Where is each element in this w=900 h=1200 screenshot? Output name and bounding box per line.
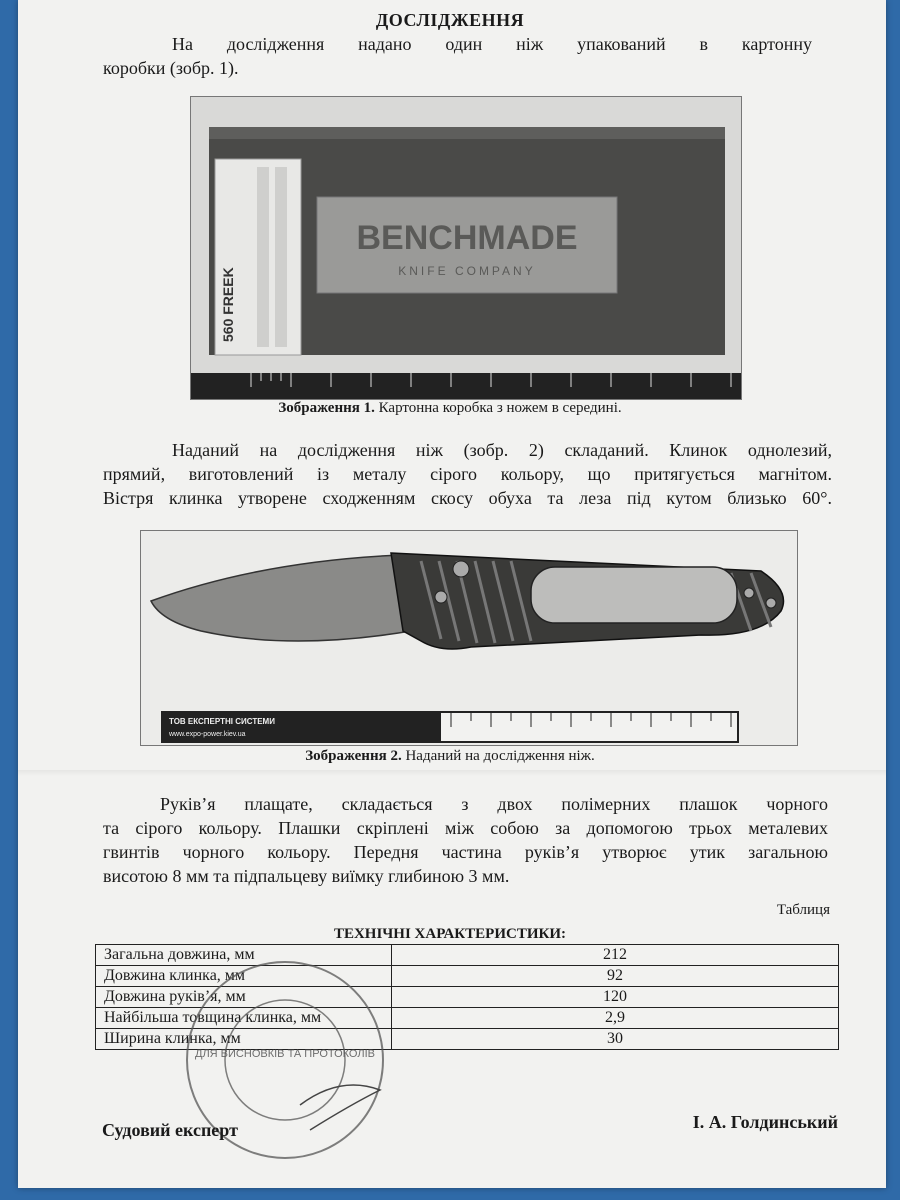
spec-value: 92	[392, 966, 839, 987]
stamp-text: ДЛЯ ВИСНОВКІВ ТА ПРОТОКОЛІВ	[195, 1048, 375, 1060]
figure-1-caption-label: Зображення 1.	[278, 400, 375, 416]
description-line-1: Наданий на дослідження ніж (зобр. 2) складаний. Клинок однолезий,	[172, 440, 832, 460]
model-text: 560 FREEK	[220, 267, 236, 342]
page-title: ДОСЛІДЖЕННЯ	[375, 10, 525, 30]
table-title: ТЕХНІЧНІ ХАРАКТЕРИСТИКИ:	[333, 926, 567, 942]
spec-value: 2,9	[392, 1008, 839, 1029]
figure-1-caption	[0, 400, 900, 417]
ruler-label: ТОВ ЕКСПЕРТНІ СИСТЕМИ	[169, 717, 275, 726]
intro-line-1: На дослідження надано один ніж упакований в картонну	[172, 34, 812, 54]
spec-value: 30	[392, 1029, 839, 1050]
box-illustration	[191, 97, 741, 399]
spec-name: Ширина клинка, мм	[96, 1029, 392, 1050]
table-label: Таблиця	[776, 902, 830, 918]
figure-2-caption-text: Наданий на дослідження ніж.	[401, 748, 595, 764]
figure-2-caption	[0, 748, 900, 765]
figure-1-caption-text: Картонна коробка з ножем в середині.	[374, 400, 622, 416]
paper-fold	[18, 770, 886, 776]
figure-1-photo	[190, 96, 742, 400]
figure-2-caption-label: Зображення 2.	[305, 748, 402, 764]
handle-line-4: висотою 8 мм та підпальцеву виїмку глибиною 3 мм.	[103, 866, 510, 886]
spec-name: Найбільша товщина клинка, мм	[96, 1008, 392, 1029]
handle-line-1: Руків’я плащате, складається з двох полімерних плашок чорного	[160, 794, 828, 814]
expert-title: Судовий експерт	[102, 1120, 238, 1140]
spec-value: 212	[392, 945, 839, 966]
intro-line-2: коробки (зобр. 1).	[103, 58, 239, 78]
brand-subtext: KNIFE COMPANY	[398, 264, 536, 278]
handle-line-2: та сірого кольору. Плашки скріплені між собою за допомогою трьох металевих	[103, 818, 828, 838]
spec-name: Довжина клинка, мм	[96, 966, 392, 987]
handle-line-3: гвинтів чорного кольору. Передня частина руків’я утворює утик загальною	[103, 842, 828, 862]
spec-name: Загальна довжина, мм	[96, 945, 392, 966]
knife-illustration	[141, 531, 797, 745]
spec-name: Довжина руків’я, мм	[96, 987, 392, 1008]
description-line-2: прямий, виготовлений із металу сірого кольору, що притягується магнітом.	[103, 464, 832, 484]
description-line-3: Вістря клинка утворене сходженням скосу обуха та леза під кутом близько 60°.	[103, 488, 832, 508]
expert-name: І. А. Голдинський	[692, 1112, 838, 1132]
ruler-url: www.expo-power.kiev.ua	[169, 731, 246, 738]
spec-value: 120	[392, 987, 839, 1008]
brand-text: BENCHMADE	[356, 219, 578, 257]
figure-2-photo	[140, 530, 798, 746]
